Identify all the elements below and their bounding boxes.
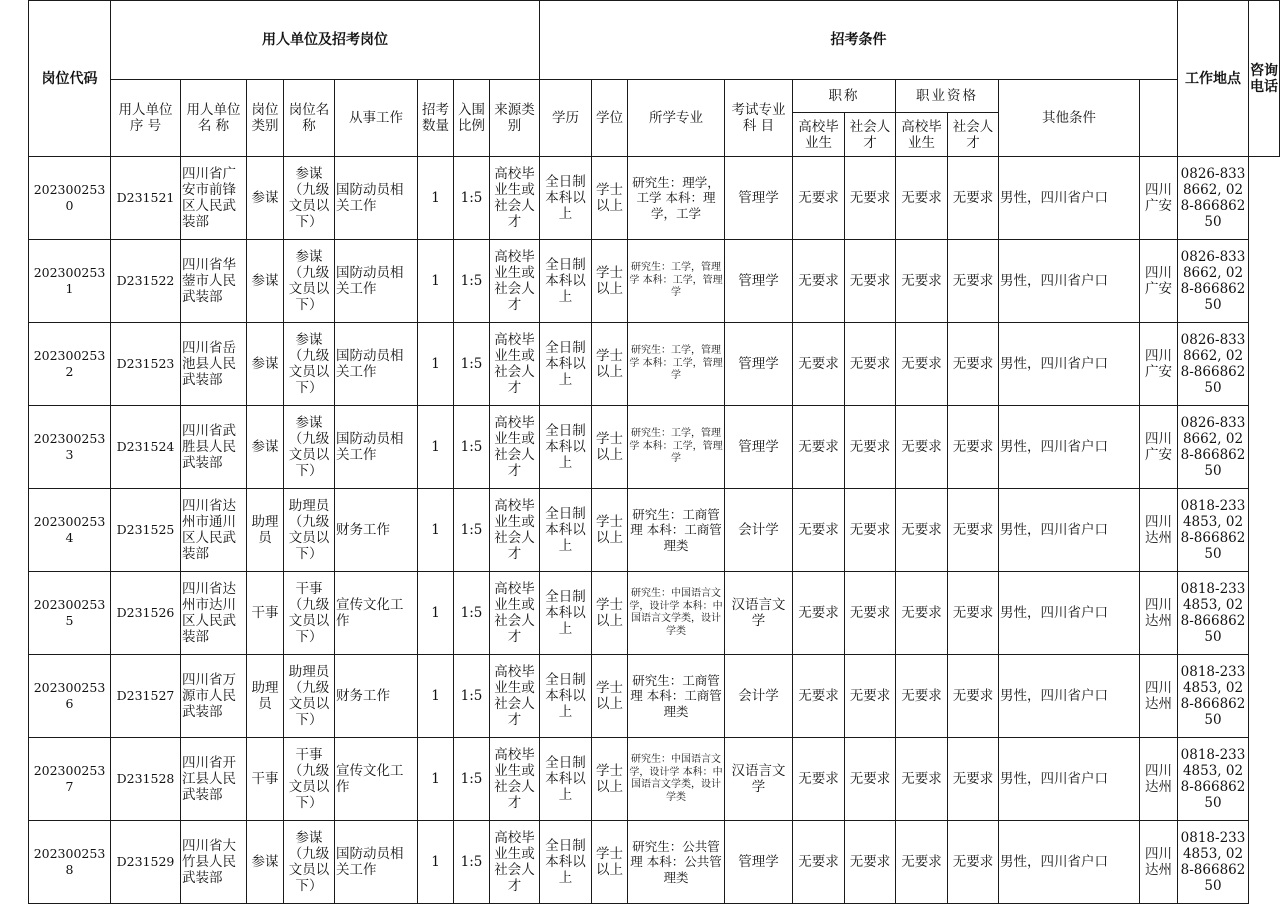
- cell-post-type: 干事: [247, 572, 284, 655]
- header-other: 其他条件: [999, 80, 1140, 157]
- cell-major: 研究生：中国语言文学，设计学 本科：中国语言文学类，设计学类: [628, 738, 725, 821]
- cell-work: 国防动员相关工作: [335, 240, 418, 323]
- cell-work: 国防动员相关工作: [335, 157, 418, 240]
- cell-work: 国防动员相关工作: [335, 323, 418, 406]
- cell-post-name: 参谋（九级文员以下）: [284, 157, 335, 240]
- cell-work: 财务工作: [335, 655, 418, 738]
- cell-post-code: 2023002536: [29, 655, 111, 738]
- cell-qual-grad: 无要求: [896, 406, 948, 489]
- cell-qual-social: 无要求: [948, 323, 999, 406]
- header-phone: 咨询电话: [1249, 1, 1280, 157]
- cell-phone: 0826-8338662, 028-86686250: [1178, 157, 1249, 240]
- header-major: 所学专业: [628, 80, 725, 157]
- cell-education: 全日制本科以上: [540, 572, 592, 655]
- cell-other: 男性，四川省户口: [999, 821, 1140, 904]
- header-title-group: 职称: [793, 80, 896, 113]
- header-ratio: 入围比例: [454, 80, 490, 157]
- cell-degree: 学士以上: [592, 821, 628, 904]
- cell-post-type: 助理员: [247, 489, 284, 572]
- table-row: [29, 323, 1280, 406]
- cell-unit-seq: D231529: [111, 821, 181, 904]
- cell-phone: 0826-8338662, 028-86686250: [1178, 240, 1249, 323]
- cell-unit-name: 四川省武胜县人民武装部: [181, 406, 247, 489]
- cell-unit-name: 四川省岳池县人民武装部: [181, 323, 247, 406]
- cell-location: 四川广安: [1140, 323, 1178, 406]
- table-row: [29, 240, 1280, 323]
- cell-location: 四川广安: [1140, 240, 1178, 323]
- cell-qual-grad: 无要求: [896, 572, 948, 655]
- cell-other: 男性，四川省户口: [999, 323, 1140, 406]
- cell-title-social: 无要求: [845, 406, 896, 489]
- cell-work: 宣传文化工作: [335, 572, 418, 655]
- header-employer-group: 用人单位及招考岗位: [111, 1, 540, 80]
- cell-title-social: 无要求: [845, 572, 896, 655]
- cell-education: 全日制本科以上: [540, 821, 592, 904]
- cell-ratio: 1:5: [454, 406, 490, 489]
- cell-post-name: 参谋（九级文员以下）: [284, 240, 335, 323]
- cell-degree: 学士以上: [592, 157, 628, 240]
- cell-unit-name: 四川省华蓥市人民武装部: [181, 240, 247, 323]
- cell-education: 全日制本科以上: [540, 406, 592, 489]
- cell-education: 全日制本科以上: [540, 489, 592, 572]
- cell-ratio: 1:5: [454, 738, 490, 821]
- cell-source: 高校毕业生或社会人才: [490, 738, 540, 821]
- cell-post-name: 参谋（九级文员以下）: [284, 821, 335, 904]
- cell-post-type: 参谋: [247, 406, 284, 489]
- cell-source: 高校毕业生或社会人才: [490, 821, 540, 904]
- cell-post-code: 2023002538: [29, 821, 111, 904]
- cell-phone: 0818-2334853, 028-86686250: [1178, 655, 1249, 738]
- cell-major: 研究生：工商管理 本科：工商管理类: [628, 655, 725, 738]
- cell-work: 财务工作: [335, 489, 418, 572]
- cell-post-name: 助理员（九级文员以下）: [284, 489, 335, 572]
- table-row: [29, 821, 1280, 904]
- cell-education: 全日制本科以上: [540, 157, 592, 240]
- cell-title-social: 无要求: [845, 240, 896, 323]
- cell-ratio: 1:5: [454, 323, 490, 406]
- cell-exam-subject: 管理学: [725, 406, 793, 489]
- cell-unit-name: 四川省广安市前锋区人民武装部: [181, 157, 247, 240]
- cell-quota: 1: [418, 821, 454, 904]
- cell-qual-grad: 无要求: [896, 821, 948, 904]
- cell-qual-grad: 无要求: [896, 157, 948, 240]
- cell-source: 高校毕业生或社会人才: [490, 572, 540, 655]
- cell-major: 研究生：理学，工学 本科：理学，工学: [628, 157, 725, 240]
- cell-qual-social: 无要求: [948, 655, 999, 738]
- cell-education: 全日制本科以上: [540, 323, 592, 406]
- header-degree: 学位: [592, 80, 628, 157]
- cell-title-social: 无要求: [845, 157, 896, 240]
- cell-exam-subject: 会计学: [725, 489, 793, 572]
- cell-title-grad: 无要求: [793, 323, 845, 406]
- cell-other: 男性，四川省户口: [999, 572, 1140, 655]
- cell-phone: 0826-8338662, 028-86686250: [1178, 406, 1249, 489]
- cell-title-grad: 无要求: [793, 821, 845, 904]
- cell-unit-name: 四川省达州市达川区人民武装部: [181, 572, 247, 655]
- header-conditions-group: 招考条件: [540, 1, 1178, 80]
- cell-other: 男性，四川省户口: [999, 157, 1140, 240]
- header-education: 学历: [540, 80, 592, 157]
- cell-qual-social: 无要求: [948, 406, 999, 489]
- cell-degree: 学士以上: [592, 489, 628, 572]
- cell-quota: 1: [418, 655, 454, 738]
- cell-work: 国防动员相关工作: [335, 821, 418, 904]
- cell-post-code: 2023002532: [29, 323, 111, 406]
- header-post-name: 岗位名称: [284, 80, 335, 157]
- cell-exam-subject: 汉语言文学: [725, 572, 793, 655]
- cell-unit-name: 四川省万源市人民武装部: [181, 655, 247, 738]
- cell-title-grad: 无要求: [793, 240, 845, 323]
- cell-post-name: 参谋（九级文员以下）: [284, 323, 335, 406]
- cell-ratio: 1:5: [454, 655, 490, 738]
- cell-major: 研究生：中国语言文学，设计学 本科：中国语言文学类，设计学类: [628, 572, 725, 655]
- cell-qual-social: 无要求: [948, 157, 999, 240]
- cell-post-type: 助理员: [247, 655, 284, 738]
- table-row: [29, 157, 1280, 240]
- cell-degree: 学士以上: [592, 323, 628, 406]
- cell-post-code: 2023002535: [29, 572, 111, 655]
- cell-degree: 学士以上: [592, 738, 628, 821]
- cell-degree: 学士以上: [592, 406, 628, 489]
- header-work: 从事工作: [335, 80, 418, 157]
- header-post-code: 岗位代码: [29, 1, 111, 157]
- cell-title-social: 无要求: [845, 821, 896, 904]
- cell-unit-seq: D231521: [111, 157, 181, 240]
- cell-qual-social: 无要求: [948, 572, 999, 655]
- cell-quota: 1: [418, 738, 454, 821]
- cell-exam-subject: 管理学: [725, 821, 793, 904]
- cell-qual-grad: 无要求: [896, 655, 948, 738]
- cell-post-type: 参谋: [247, 323, 284, 406]
- cell-title-social: 无要求: [845, 489, 896, 572]
- cell-post-type: 参谋: [247, 821, 284, 904]
- cell-phone: 0818-2334853, 028-86686250: [1178, 572, 1249, 655]
- table-row: [29, 406, 1280, 489]
- header-quota: 招考数量: [418, 80, 454, 157]
- cell-qual-grad: 无要求: [896, 323, 948, 406]
- cell-exam-subject: 管理学: [725, 323, 793, 406]
- cell-post-code: 2023002533: [29, 406, 111, 489]
- cell-qual-grad: 无要求: [896, 489, 948, 572]
- cell-post-name: 参谋（九级文员以下）: [284, 406, 335, 489]
- cell-unit-name: 四川省开江县人民武装部: [181, 738, 247, 821]
- cell-education: 全日制本科以上: [540, 738, 592, 821]
- cell-qual-grad: 无要求: [896, 738, 948, 821]
- cell-location: 四川达州: [1140, 655, 1178, 738]
- cell-location: 四川达州: [1140, 489, 1178, 572]
- cell-unit-seq: D231527: [111, 655, 181, 738]
- cell-unit-name: 四川省达州市通川区人民武装部: [181, 489, 247, 572]
- cell-work: 国防动员相关工作: [335, 406, 418, 489]
- cell-quota: 1: [418, 240, 454, 323]
- cell-unit-seq: D231523: [111, 323, 181, 406]
- header-unit-seq: 用人单位序 号: [111, 80, 181, 157]
- header-title-social: 社会人才: [845, 113, 896, 157]
- cell-unit-seq: D231525: [111, 489, 181, 572]
- cell-phone: 0826-8338662, 028-86686250: [1178, 323, 1249, 406]
- cell-quota: 1: [418, 572, 454, 655]
- cell-title-grad: 无要求: [793, 655, 845, 738]
- cell-title-grad: 无要求: [793, 572, 845, 655]
- cell-post-name: 干事（九级文员以下）: [284, 572, 335, 655]
- cell-location: 四川广安: [1140, 406, 1178, 489]
- cell-degree: 学士以上: [592, 572, 628, 655]
- header-source: 来源类别: [490, 80, 540, 157]
- cell-unit-name: 四川省大竹县人民武装部: [181, 821, 247, 904]
- cell-phone: 0818-2334853, 028-86686250: [1178, 489, 1249, 572]
- header-unit-name: 用人单位名 称: [181, 80, 247, 157]
- cell-other: 男性，四川省户口: [999, 240, 1140, 323]
- cell-major: 研究生：工商管理 本科：工商管理类: [628, 489, 725, 572]
- cell-education: 全日制本科以上: [540, 655, 592, 738]
- cell-exam-subject: 会计学: [725, 655, 793, 738]
- cell-ratio: 1:5: [454, 821, 490, 904]
- cell-post-code: 2023002531: [29, 240, 111, 323]
- cell-other: 男性，四川省户口: [999, 489, 1140, 572]
- cell-qual-social: 无要求: [948, 821, 999, 904]
- cell-title-social: 无要求: [845, 655, 896, 738]
- cell-title-social: 无要求: [845, 323, 896, 406]
- cell-ratio: 1:5: [454, 157, 490, 240]
- cell-other: 男性，四川省户口: [999, 738, 1140, 821]
- cell-major: 研究生：公共管理 本科：公共管理类: [628, 821, 725, 904]
- cell-phone: 0818-2334853, 028-86686250: [1178, 738, 1249, 821]
- cell-quota: 1: [418, 323, 454, 406]
- cell-title-grad: 无要求: [793, 489, 845, 572]
- table-row: [29, 572, 1280, 655]
- cell-post-code: 2023002534: [29, 489, 111, 572]
- cell-qual-grad: 无要求: [896, 240, 948, 323]
- cell-source: 高校毕业生或社会人才: [490, 240, 540, 323]
- cell-education: 全日制本科以上: [540, 240, 592, 323]
- cell-other: 男性，四川省户口: [999, 655, 1140, 738]
- cell-post-code: 2023002530: [29, 157, 111, 240]
- table-row: [29, 655, 1280, 738]
- cell-title-social: 无要求: [845, 738, 896, 821]
- table-body: [29, 157, 1280, 904]
- cell-exam-subject: 汉语言文学: [725, 738, 793, 821]
- header-location: 工作地点: [1178, 1, 1249, 157]
- cell-degree: 学士以上: [592, 240, 628, 323]
- cell-exam-subject: 管理学: [725, 157, 793, 240]
- table-row: [29, 738, 1280, 821]
- cell-post-code: 2023002537: [29, 738, 111, 821]
- header-qualification-group: 职业资格: [896, 80, 999, 113]
- cell-exam-subject: 管理学: [725, 240, 793, 323]
- cell-work: 宣传文化工作: [335, 738, 418, 821]
- cell-post-type: 干事: [247, 738, 284, 821]
- header-exam-subject: 考试专业科 目: [725, 80, 793, 157]
- cell-unit-seq: D231526: [111, 572, 181, 655]
- cell-post-type: 参谋: [247, 240, 284, 323]
- cell-other: 男性，四川省户口: [999, 406, 1140, 489]
- cell-major: 研究生：工学，管理学 本科：工学，管理学: [628, 323, 725, 406]
- cell-qual-social: 无要求: [948, 738, 999, 821]
- cell-quota: 1: [418, 489, 454, 572]
- cell-title-grad: 无要求: [793, 157, 845, 240]
- cell-post-type: 参谋: [247, 157, 284, 240]
- cell-title-grad: 无要求: [793, 406, 845, 489]
- header-qual-social: 社会人才: [948, 113, 999, 157]
- recruitment-table-sheet: [28, 0, 1280, 904]
- cell-location: 四川达州: [1140, 738, 1178, 821]
- cell-location: 四川广安: [1140, 157, 1178, 240]
- header-title-grad: 高校毕业生: [793, 113, 845, 157]
- table-row: [29, 489, 1280, 572]
- cell-title-grad: 无要求: [793, 738, 845, 821]
- cell-quota: 1: [418, 406, 454, 489]
- cell-source: 高校毕业生或社会人才: [490, 489, 540, 572]
- cell-source: 高校毕业生或社会人才: [490, 655, 540, 738]
- cell-post-name: 干事（九级文员以下）: [284, 738, 335, 821]
- cell-source: 高校毕业生或社会人才: [490, 157, 540, 240]
- header-qual-grad: 高校毕业生: [896, 113, 948, 157]
- cell-quota: 1: [418, 157, 454, 240]
- cell-phone: 0818-2334853, 028-86686250: [1178, 821, 1249, 904]
- cell-source: 高校毕业生或社会人才: [490, 406, 540, 489]
- cell-qual-social: 无要求: [948, 240, 999, 323]
- cell-qual-social: 无要求: [948, 489, 999, 572]
- cell-location: 四川达州: [1140, 821, 1178, 904]
- cell-location: 四川达州: [1140, 572, 1178, 655]
- cell-source: 高校毕业生或社会人才: [490, 323, 540, 406]
- recruitment-table: [28, 0, 1280, 904]
- cell-major: 研究生：工学，管理学 本科：工学，管理学: [628, 240, 725, 323]
- cell-unit-seq: D231522: [111, 240, 181, 323]
- cell-unit-seq: D231524: [111, 406, 181, 489]
- cell-post-name: 助理员（九级文员以下）: [284, 655, 335, 738]
- cell-ratio: 1:5: [454, 489, 490, 572]
- header-post-type: 岗位类别: [247, 80, 284, 157]
- cell-unit-seq: D231528: [111, 738, 181, 821]
- cell-degree: 学士以上: [592, 655, 628, 738]
- cell-major: 研究生：工学，管理学 本科：工学，管理学: [628, 406, 725, 489]
- cell-ratio: 1:5: [454, 240, 490, 323]
- cell-ratio: 1:5: [454, 572, 490, 655]
